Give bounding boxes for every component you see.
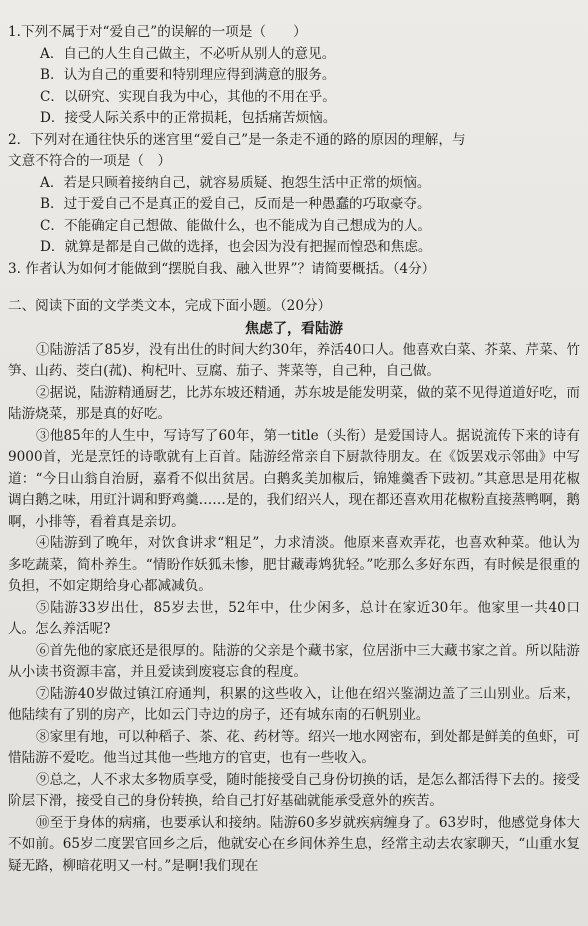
- q1-option-b: B．认为自己的重要和特别理应得到满意的服务。: [40, 67, 336, 83]
- q2-option-d: D．就算是都是自己做的选择，也会因为没有把握而惶恐和焦虑。: [40, 239, 432, 255]
- passage-paragraph-5: ⑤陆游33岁出仕，85岁去世，52年中，仕少闲多，总计在家近30年。他家里一共40口人。怎么养活呢?: [8, 599, 580, 637]
- q1-option-a: A．自己的人生自己做主，不必听从别人的意见。: [40, 45, 336, 62]
- q2-stem-line1: 2．下列对在通往快乐的迷宫里“爱自己”是一条走不通的路的原因的理解，与: [8, 131, 466, 148]
- passage-paragraph-10: ⑩至于身体的病痛，也要承认和接纳。陆游60多岁就疾病缠身了。63岁时，他感觉身体大不如前。65岁二度罢官回乡之后，他就安心在乡间休养生息，经常主动去农家聊天，“山重水复疑无路，柳暗花明又一村。”是啊!我们现在: [8, 814, 580, 874]
- passage-paragraph-2: ②据说，陆游精通厨艺，比苏东坡还精通，苏东坡是能发明菜，做的菜不见得道道好吃，而陆游烧菜，那是真的好吃。: [8, 384, 580, 422]
- passage-paragraph-6: ⑥首先他的家底还是很厚的。陆游的父亲是个藏书家，位居浙中三大藏书家之首。所以陆游从小读书资源丰富，并且爱读到废寝忘食的程度。: [8, 642, 580, 680]
- q2-option-b: B．过于爱自己不是真正的爱自己，反而是一种愚蠢的巧取豪夺。: [40, 196, 431, 212]
- passage-paragraph-4: ④陆游到了晚年，对饮食讲求“粗足”，力求清淡。他原来喜欢弄花，也喜欢种菜。他认为多吃蔬菜，简朴养生。“情盼作妖狐未惨，肥甘藏毒鸩犹轻。”吃那么多好东西，有时候是很重的负担，不如定期给身心都减减负。: [8, 535, 580, 594]
- q1-option-d: D．接受人际关系中的正常损耗，包括痛苦烦恼。: [40, 110, 337, 126]
- passage-paragraph-9: ⑨总之，人不求太多物质享受，随时能接受自己身份切换的话，是怎么都活得下去的。接受阶层下滑，接受自己的身份转换，给自己打好基础就能承受意外的疾苦。: [8, 771, 580, 809]
- passage-paragraph-8: ⑧家里有地，可以种稻子、茶、花、药材等。绍兴一地水网密布，到处都是鲜美的鱼虾，可惜陆游不爱吃。他当过其他一些地方的官吏，也有一些收入。: [8, 728, 580, 766]
- passage-paragraph-1: ①陆游活了85岁，没有出仕的时间大约30年，养活40口人。他喜欢白菜、芥菜、芹菜、竹笋、山药、茭白(菰)、枸杞叶、豆腐、茄子、荠菜等，自己种，自己做。: [8, 341, 580, 379]
- q1-stem: 1.下列不属于对“爱自己”的误解的一项是（ ）: [8, 24, 307, 40]
- section-heading: 二、阅读下面的文学类文本，完成下面小题。（20分）: [8, 298, 332, 314]
- passage-title: 焦虑了，看陆游: [245, 320, 343, 337]
- q2-stem-line2: 文意不符合的一项是（ ）: [8, 153, 172, 169]
- q2-option-c: C．不能确定自己想做、能做什么，也不能成为自己想成为的人。: [40, 217, 432, 234]
- section-gap: [8, 280, 580, 296]
- passage-paragraph-3: ③他85年的人生中，写诗写了60年，第一title（头衔）是爱国诗人。据说流传下来的诗有9000首，光是烹饪的诗歌就有上百首。陆游经常亲自下厨款待朋友。在《饭罢戏示邻曲》中写道：“今日山翁自治厨，嘉肴不似出贫居。白鹅炙美加椒后，锦雉羹香下豉初。”其意思是用花椒调白鹅之味，用豇汁调和野鸡羹……是的，我们绍兴人，现在都还喜欢用花椒粉直接蒸鸭啊，鹅啊，小排等，看着真是亲切。: [8, 427, 580, 530]
- q2-option-a: A．若是只顾着接纳自己，就容易质疑、抱怨生活中正常的烦恼。: [40, 174, 431, 191]
- passage-paragraph-7: ⑦陆游40岁做过镇江府通判，积累的这些收入，让他在绍兴鉴湖边盖了三山别业。后来，他陆续有了别的房产，比如云门寺边的房子，还有城东南的石帆别业。: [8, 685, 580, 723]
- q1-option-c: C．以研究、实现自我为中心，其他的不用在乎。: [40, 88, 336, 105]
- q3-stem: 3. 作者认为如何才能做到“摆脱自我、融入世界”？请简要概括。（4分）: [8, 260, 436, 277]
